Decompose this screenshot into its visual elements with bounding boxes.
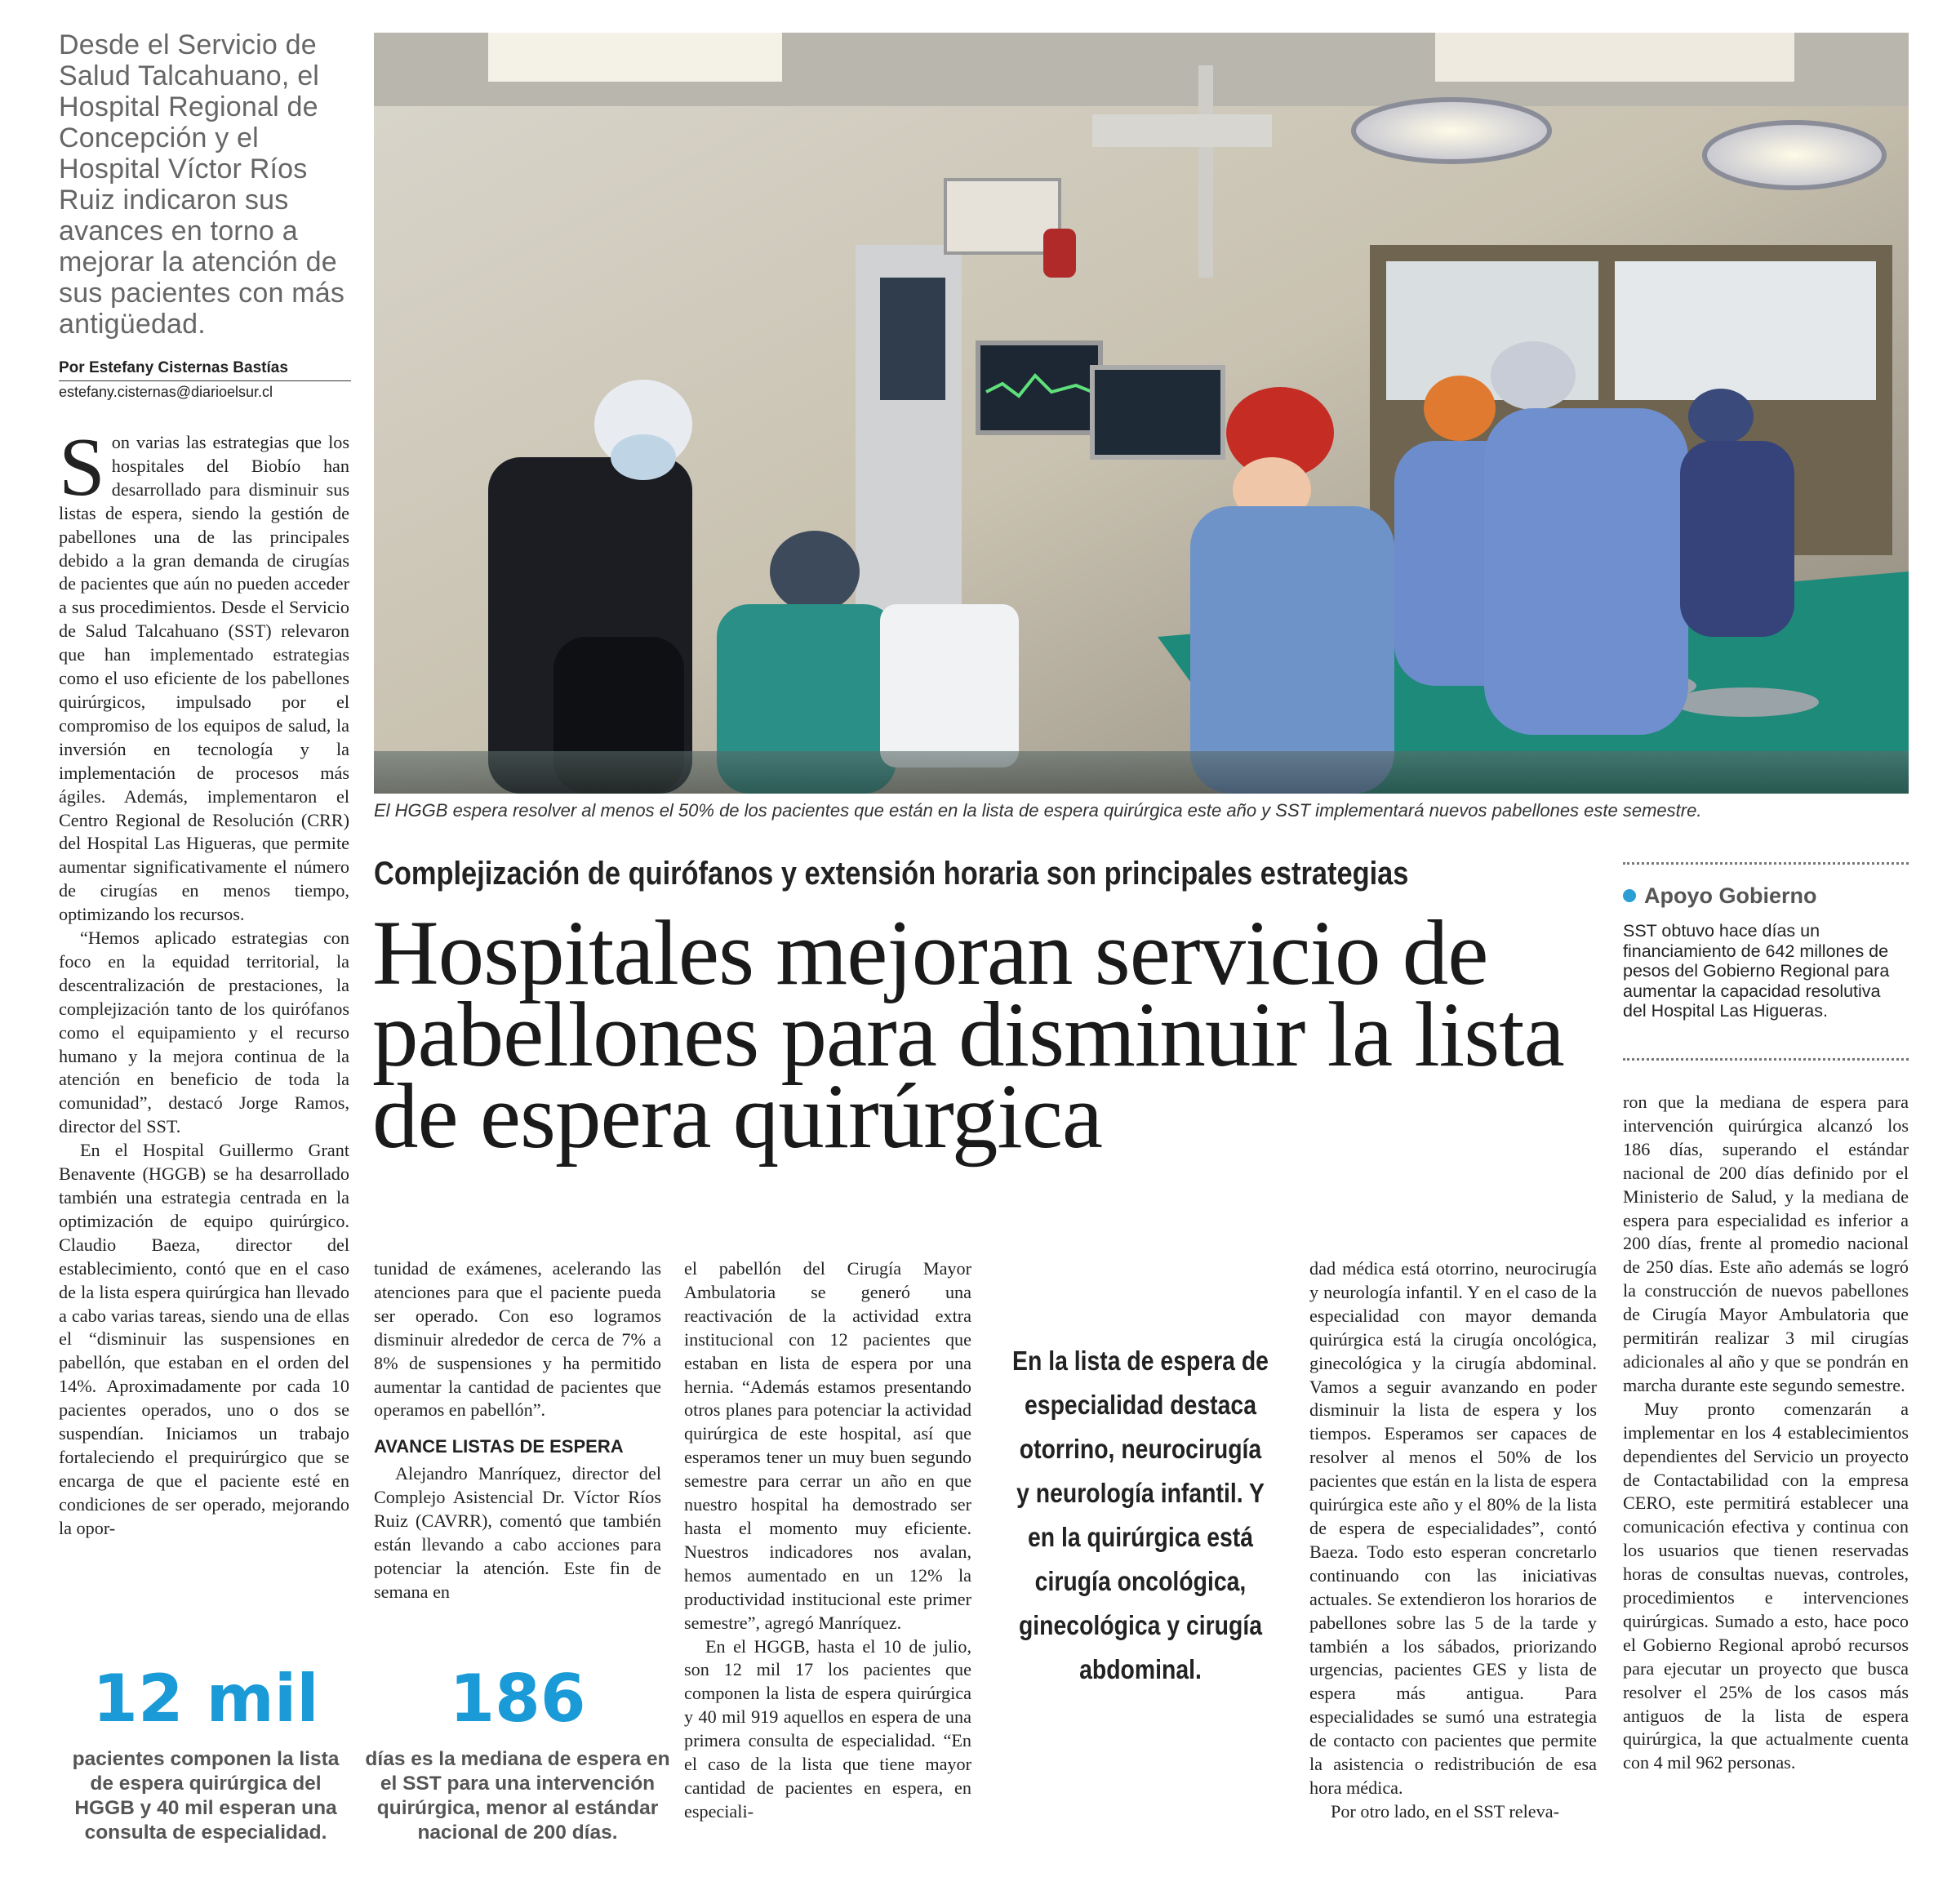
author-email[interactable]: estefany.cisternas@diarioelsur.cl xyxy=(59,384,273,400)
paragraph: “Hemos aplicado estrategias con foco en la equidad territorial, la descentralización de prestaciones, la complejización tanto de los quirófanos como el equipamiento y el recurso humano y la mejora continua de la atención en beneficio de toda la comunidad”, destacó Jorge Ramos, director del SST. xyxy=(59,928,349,1137)
sidebar-divider-top xyxy=(1623,862,1909,865)
paragraph: ron que la mediana de espera para intervención quirúrgica alcanzó los 186 días, superando el estándar nacional de 200 días definido por el Ministerio de Salud, y la mediana de espera para especialidad es inferior a 200 días, frente al promedio nacional de 250 días. Este año además se logró la construcción de nuevos pabellones de Cirugía Mayor Ambulatoria que permitirán realizar 3 mil cirugías adicionales al año y que se pondrán en marcha durante este segundo semestre. xyxy=(1623,1092,1909,1395)
stat-number: 186 xyxy=(449,1661,586,1737)
sidebar-text: SST obtuvo hace días un financiamiento de 642 millones de pesos del Gobierno Regional para aumentar la capacidad resolutiva del Hospital Las Higueras. xyxy=(1623,921,1890,1021)
stat-description: pacientes componen la lista de espera quirúrgica del HGGB y 40 mil esperan una consulta de especialidad. xyxy=(72,1748,340,1844)
paragraph: Alejandro Manríquez, director del Complejo Asistencial Dr. Víctor Ríos Ruiz (CAVRR), comentó que también están llevando a cabo acciones para potenciar la atención. Este fin de semana en xyxy=(374,1463,661,1602)
paragraph: dad médica está otorrino, neurocirugía y neurología infantil. Y en el caso de la especialidad con mayor demanda quirúrgica está la cirugía oncológica, ginecológica y la cirugía abdominal. Vamos a seguir avanzando en poder disminuir la lista de espera y los tiempos. Esperamos ser capaces de resolver al menos el 50% de los pacientes que están en la lista de espera quirúrgica este año y el 80% de la lista de espera de especialidades”, contó Baeza. Todo esto esperan concretarlo continuando con las iniciativas actuales. Se extendieron los horarios de pabellones sobre las 5 de la tarde y también a los sábados, priorizando urgencias, pacientes GES y lista de espera más antigua. Para especialidades se sumó una estrategia de contacto con pacientes que permite la asistencia o redistribución de esa hora médica. xyxy=(1309,1258,1597,1798)
article-column-1 xyxy=(59,431,349,1639)
paragraph: En el Hospital Guillermo Grant Benavente (HGGB) se ha desarrollado también una estrategia centrada en la optimización de equipo quirúrgico. Claudio Baeza, director del establecimiento, contó que en el caso de la lista espera quirúrgica han llevado a cabo varias tareas, siendo una de ellas el “disminuir las suspensiones en pabellón, que estaban en el orden del 14%. Aproximadamente por cada 10 pacientes operados, uno o dos se suspendían. Iniciamos un trabajo fortaleciendo el prequirúrgico que se encarga de que el paciente esté en condiciones de ser operado, mejorando la opor- xyxy=(59,1140,349,1538)
photo-illustration xyxy=(374,33,1909,794)
paragraph: En el HGGB, hasta el 10 de julio, son 12 mil 17 los pacientes que componen la lista de espera quirúrgica y 40 mil 919 aquellos en espera de una primera consulta de especialidad. “En el caso de la lista que tiene mayor cantidad de pacientes en espera, en especiali- xyxy=(684,1635,971,1822)
pull-quote: En la lista de espera de especialidad destaca otorrino, neurocirugía y neurología infantil. Y en la quirúrgica está cirugía oncológica, ginecológica y cirugía abdominal. xyxy=(1012,1346,1269,1684)
stat-number: 12 mil xyxy=(92,1661,319,1737)
article-column-2 xyxy=(374,1257,661,1638)
bullet-dot-icon xyxy=(1623,889,1636,902)
operating-room-photo xyxy=(374,33,1909,794)
paragraph: el pabellón del Cirugía Mayor Ambulatoria se generó una reactivación de la actividad extra institucional con 12 pacientes que estaban en lista de espera por una hernia. “Además estamos presentando otros planes para potenciar la actividad quirúrgica de este hospital, así que esperamos tener un muy buen segundo semestre para cerrar un año en que nuestro hospital ha demostrado ser hasta el momento muy eficiente. Nuestros indicadores nos avalan, hemos aumentado en un 12% la productividad institucional este primer semestre”, agregó Manríquez. xyxy=(684,1258,971,1633)
article-column-4 xyxy=(1309,1257,1597,1886)
section-subhead: AVANCE LISTAS DE ESPERA xyxy=(374,1436,624,1457)
article-column-3 xyxy=(684,1257,971,1886)
article-column-5 xyxy=(1623,1091,1909,1875)
article-deck: Desde el Servicio de Salud Talcahuano, el Hospital Regional de Concepción y el Hospital Víctor Ríos Ruiz indicaron sus avances en torno a mejorar la atención de sus pacientes con más antigüedad. xyxy=(59,29,345,340)
paragraph: tunidad de exámenes, acelerando las atenciones para que el paciente pueda ser operado. Con eso logramos disminuir alrededor de cerca de 7% a 8% de suspensiones y ha permitido aumentar la cantidad de pacientes que operamos en pabellón”. xyxy=(374,1258,661,1421)
photo-caption: El HGGB espera resolver al menos el 50% de los pacientes que están en la lista de espera quirúrgica este año y SST implementará nuevos pabellones este semestre. xyxy=(374,800,1702,821)
paragraph: Son varias las estrategias que los hospitales del Biobío han desarrollado para disminuir sus listas de espera, siendo la gestión de pabellones una de las principales debido a la gran demanda de cirugías de pacientes que aún no pueden acceder a sus procedimientos. Desde el Servicio de Salud Talcahuano (SST) relevaron que han implementado estrategias como el uso eficiente de los pabellones quirúrgicos, impulsado por el compromiso de los equipos de salud, la inversión en tecnología y la implementación de procesos más ágiles. Además, implementaron el Centro Regional de Resolución (CRR) del Hospital Las Higueras, que permite aumentar significativamente el número de cirugías en menos tiempo, optimizando los recursos. xyxy=(59,431,349,925)
stat-description: días es la mediana de espera en el SST para una intervención quirúrgica, menor al estándar nacional de 200 días. xyxy=(365,1748,670,1844)
headline: Hospitales mejoran servicio de pabellones para disminuir la lista de espera quirúrgica xyxy=(372,902,1564,1168)
kicker: Complejización de quirófanos y extensión horaria son principales estrategias xyxy=(374,856,1409,892)
paragraph: Por otro lado, en el SST releva- xyxy=(1331,1800,1559,1822)
drop-cap: S xyxy=(59,431,105,514)
sidebar-divider-bottom xyxy=(1623,1058,1909,1061)
paragraph: Muy pronto comenzarán a implementar en los 4 establecimientos dependientes del Servicio un proyecto de Contactabilidad con la empresa CERO, este permitirá establecer una comunicación efectiva y continua con los usuarios que tienen reservadas horas de consultas nuevas, controles, procedimientos e intervenciones quirúrgicas. Sumado a esto, hace poco el Gobierno Regional aprobó recursos para ejecutar un proyecto que busca resolver el 25% de los casos más antiguos de la lista de espera quirúrgica, la que actualmente cuenta con 4 mil 962 personas. xyxy=(1623,1398,1909,1773)
sidebar-title: Apoyo Gobierno xyxy=(1623,883,1817,909)
byline: Por Estefany Cisternas Bastías xyxy=(59,359,351,381)
